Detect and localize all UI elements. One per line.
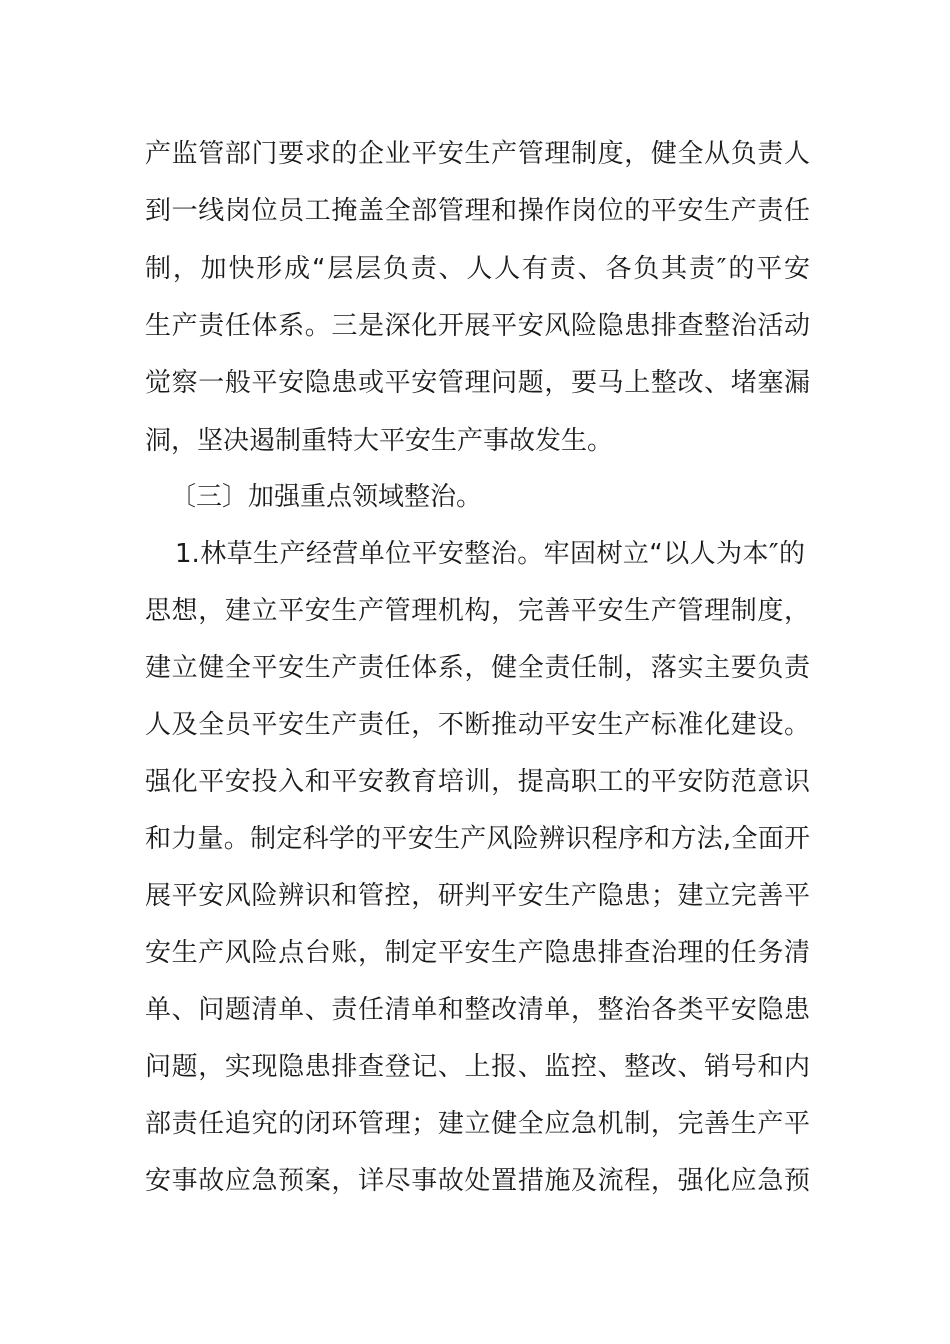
text-line-10: 建立健全平安生产责任体系，健全责任制，落实主要负责 xyxy=(145,653,810,683)
text-line-6: 洞，坚决遏制重特大平安生产事故发生。 xyxy=(145,426,614,456)
text-line-3: 制，加快形成“层层负责、人人有责、各负其责″的平安 xyxy=(145,254,810,284)
text-line-8: 1.林草生产经营单位平安整治。牢固树立“以人为本″的 xyxy=(175,539,805,569)
text-line-4: 生产责任体系。三是深化开展平安风险隐患排查整治活动 xyxy=(145,311,810,341)
section-heading: 〔三〕加强重点领域整治。 xyxy=(170,482,483,512)
text-line-17: 问题，实现隐患排查登记、上报、监控、整改、销号和内 xyxy=(145,1052,810,1082)
text-line-9: 思想，建立平安生产管理机构，完善平安生产管理制度， xyxy=(145,596,810,626)
text-line-18: 部责任追究的闭环管理；建立健全应急机制，完善生产平 xyxy=(145,1109,810,1139)
text-line-1: 产监管部门要求的企业平安生产管理制度，健全从负责人 xyxy=(145,139,810,169)
text-line-5: 觉察一般平安隐患或平安管理问题，要马上整改、堵塞漏 xyxy=(145,368,810,398)
text-line-14: 展平安风险辨识和管控，研判平安生产隐患；建立完善平 xyxy=(145,881,810,911)
text-line-16: 单、问题清单、责任清单和整改清单，整治各类平安隐患 xyxy=(145,995,810,1025)
text-line-2: 到一线岗位员工掩盖全部管理和操作岗位的平安生产责任 xyxy=(145,196,810,226)
text-line-13: 和力量。制定科学的平安生产风险辨识程序和方法,全面开 xyxy=(145,824,810,854)
text-line-19: 安事故应急预案，详尽事故处置措施及流程，强化应急预 xyxy=(145,1166,810,1196)
text-line-15: 安生产风险点台账，制定平安生产隐患排查治理的任务清 xyxy=(145,938,810,968)
text-line-12: 强化平安投入和平安教育培训，提高职工的平安防范意识 xyxy=(145,767,810,797)
text-line-11: 人及全员平安生产责任，不断推动平安生产标准化建设。 xyxy=(145,710,810,740)
